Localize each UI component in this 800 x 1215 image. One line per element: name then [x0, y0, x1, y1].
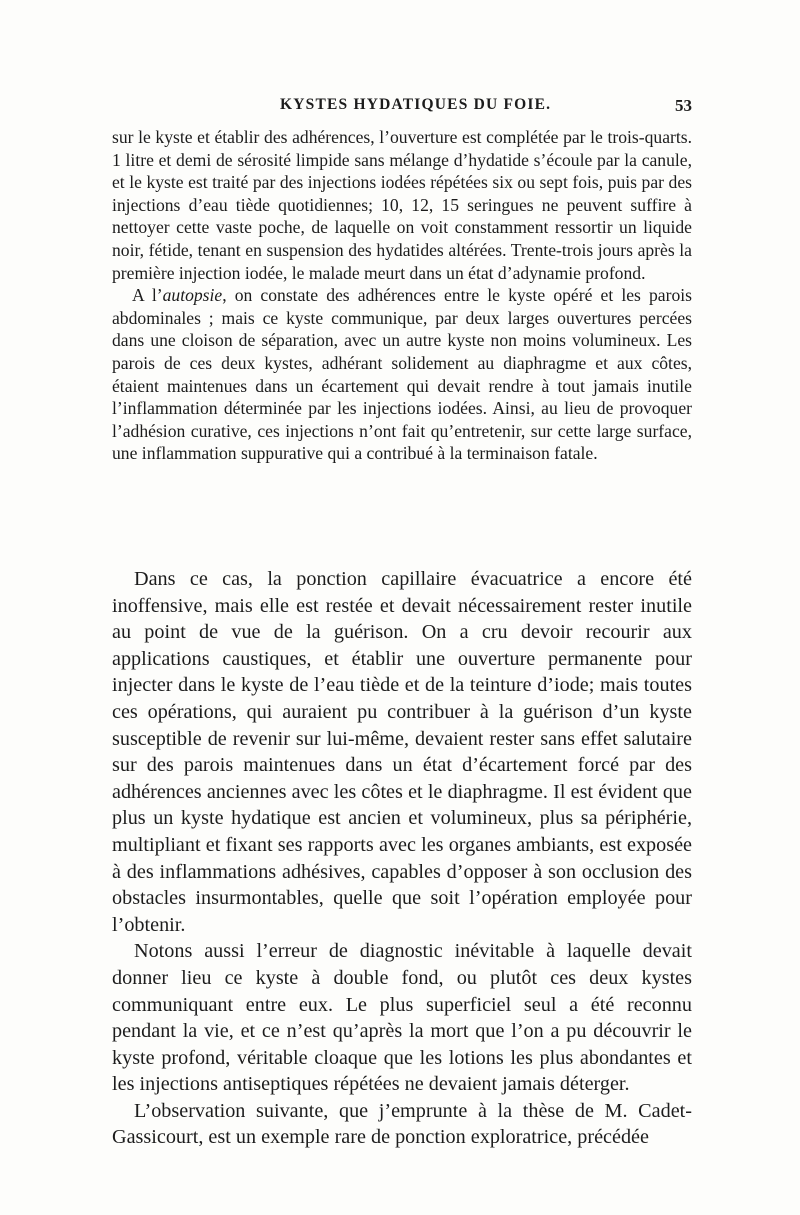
running-head — [112, 96, 692, 120]
commentary-paragraph-3: L’observation suivante, que j’emprunte à la thèse de M. Cadet-Gassicourt, est un exemple rare de ponction exploratrice, précédée — [112, 1099, 692, 1149]
commentary-paragraph-1: Dans ce cas, la ponction capillaire évacuatrice a encore été inoffensive, mais elle est restée et devait nécessairement rester inutile au point de vue de la guérison. On a cru devoir recourir aux applications caustiques, et établir une ouverture permanente pour injecter dans le kyste de l’eau tiède et de la teinture d’iode; mais toutes ces opérations, qui auraient pu contribuer à la guérison d’un kyste susceptible de revenir sur lui-même, devaient rester sans effet salutaire sur des parois maintenues dans un état d’écartement forcé par des adhérences anciennes avec les côtes et le diaphragme. Il est évident que plus un kyste hydatique est ancien et volumineux, plus sa périphérie, multipliant et fixant ses rapports avec les organes ambiants, est exposée à des inflammations adhésives, capables d’opposer à son occlusion des obstacles insurmontables, quelle que soit l’opération employée pour l’obtenir. — [112, 568, 692, 936]
running-title: KYSTES HYDATIQUES DU FOIE. — [280, 96, 552, 113]
autopsy-prefix: A l’ — [132, 285, 163, 306]
observation-paragraph-2 — [112, 284, 692, 465]
commentary-paragraph-2: Notons aussi l’erreur de diagnostic inévitable à laquelle devait donner lieu ce kyste à double fond, ou plutôt ces deux kystes communiquant entre eux. Le plus superficiel seul a été reconnu pendant la vie, et ce n’est qu’après la mort que l’on a pu découvrir le kyste profond, véritable cloaque que les lotions les plus abondantes et les injections antiseptiques répétées ne devaient jamais déterger. — [112, 940, 692, 1096]
commentary-text — [112, 566, 692, 1151]
autopsy-text: , on constate des adhérences entre le kyste opéré et les parois abdominales ; mais ce kyste communique, par deux larges ouvertures percées dans une cloison de séparation, avec un autre kyste non moins volumineux. Les parois de ces deux kystes, adhérant solidement au diaphragme et aux côtes, étaient maintenues dans un écartement qui devait rendre à tout jamais inutile l’inflammation déterminée par les injections iodées. Ainsi, au lieu de provoquer l’adhésion curative, ces injections n’ont fait qu’entretenir, sur cette large surface, une inflammation suppurative qui a contribué à la terminaison fatale. — [112, 285, 692, 464]
autopsy-term: autopsie — [162, 285, 223, 306]
observation-paragraph-1: sur le kyste et établir des adhérences, l’ouverture est complétée par le trois-quarts. 1 litre et demi de sérosité limpide sans mélange d’hydatide s’écoule par la canule, et le kyste est traité par des injections iodées répétées six ou sept fois, puis par des injections d’eau tiède quotidiennes; 10, 12, 15 seringues ne peuvent suffire à nettoyer cette vaste poche, de laquelle on voit constamment ressortir un liquide noir, fétide, tenant en suspension des hydatides altérées. Trente-trois jours après la première injection iodée, le malade meurt dans un état d’adynamie profond. — [112, 127, 692, 283]
page-number: 53 — [675, 96, 692, 115]
observation-text — [112, 126, 692, 465]
